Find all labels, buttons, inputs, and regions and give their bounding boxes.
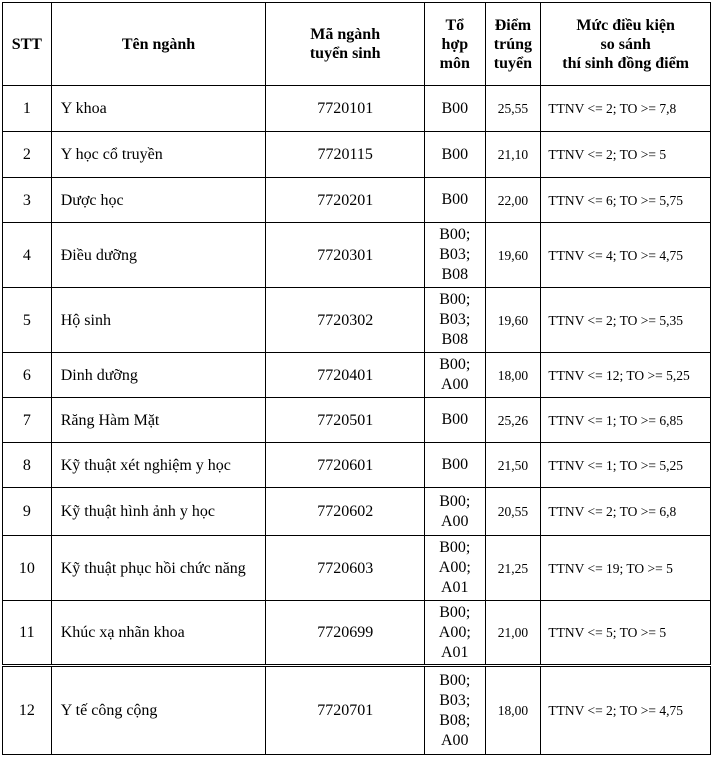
score-cell: 21,25	[485, 536, 541, 601]
tiebreak-condition-cell: TTNV <= 2; TO >= 7,8	[541, 86, 711, 132]
stt-cell: 10	[3, 536, 52, 601]
subject-combo: B00;	[439, 603, 471, 621]
header-combo-line: hợp	[441, 35, 469, 53]
subject-combo: B08	[441, 331, 469, 348]
subject-combo-cell	[425, 86, 485, 132]
stt-cell: 12	[3, 666, 52, 755]
header-code-line: Mã ngành	[310, 26, 381, 43]
header-combo-line: Tổ	[445, 16, 465, 34]
tiebreak-condition-cell: TTNV <= 2; TO >= 5	[541, 132, 711, 178]
tiebreak-condition-cell: TTNV <= 2; TO >= 6,8	[541, 488, 711, 536]
program-name-cell: Y học cổ truyền	[51, 132, 266, 178]
header-cond-line: so sánh	[600, 35, 651, 53]
program-code-cell: 7720601	[266, 443, 425, 488]
stt-cell: 6	[3, 353, 52, 398]
subject-combo: B00;	[439, 291, 471, 308]
subject-combo-cell	[425, 488, 485, 536]
stt-cell: 5	[3, 288, 52, 353]
table-row	[3, 666, 711, 755]
admission-score-table	[2, 2, 711, 755]
subject-combo: B00	[441, 191, 469, 208]
stt-cell: 8	[3, 443, 52, 488]
table-row	[3, 353, 711, 398]
tiebreak-condition-cell: TTNV <= 5; TO >= 5	[541, 601, 711, 666]
subject-combo-cell	[425, 601, 485, 666]
header-score-line: tuyển	[493, 54, 533, 72]
subject-combo: A01	[441, 643, 469, 661]
table-row	[3, 86, 711, 132]
subject-combo-cell	[425, 666, 485, 755]
subject-combo-cell	[425, 178, 485, 223]
header-score-line: Điểm	[494, 16, 532, 34]
subject-combo: B00	[441, 456, 469, 473]
score-cell: 18,00	[485, 666, 541, 755]
subject-combo: B03;	[439, 691, 471, 709]
program-name-cell: Dinh dưỡng	[51, 353, 266, 398]
score-cell: 21,50	[485, 443, 541, 488]
score-cell: 25,55	[485, 86, 541, 132]
tiebreak-condition-cell: TTNV <= 19; TO >= 5	[541, 536, 711, 601]
table-body	[3, 86, 711, 755]
header-cond-line: thí sinh đồng điểm	[562, 54, 690, 72]
subject-combo: A00	[441, 376, 469, 393]
score-cell: 19,60	[485, 223, 541, 288]
table-row	[3, 178, 711, 223]
header-combo	[425, 3, 485, 86]
score-cell: 18,00	[485, 353, 541, 398]
subject-combo: B08	[441, 266, 469, 283]
stt-cell: 3	[3, 178, 52, 223]
program-name-cell: Kỹ thuật phục hồi chức năng	[51, 536, 266, 601]
table-row	[3, 601, 711, 666]
header-row	[3, 3, 711, 86]
program-code-cell: 7720699	[266, 601, 425, 666]
header-stt: STT	[3, 3, 52, 86]
subject-combo-cell	[425, 536, 485, 601]
table-row	[3, 223, 711, 288]
stt-cell: 7	[3, 398, 52, 443]
program-name-cell: Dược học	[51, 178, 266, 223]
subject-combo: A01	[441, 579, 469, 596]
score-cell: 20,55	[485, 488, 541, 536]
header-cond-line: Mức điều kiện	[576, 16, 675, 34]
table-row	[3, 132, 711, 178]
subject-combo: B00;	[439, 356, 471, 373]
subject-combo-cell	[425, 223, 485, 288]
tiebreak-condition-cell: TTNV <= 2; TO >= 4,75	[541, 666, 711, 755]
program-code-cell: 7720101	[266, 86, 425, 132]
subject-combo: B08;	[439, 711, 471, 729]
tiebreak-condition-cell: TTNV <= 4; TO >= 4,75	[541, 223, 711, 288]
program-name-cell: Hộ sinh	[51, 288, 266, 353]
header-code-line: tuyển sinh	[309, 45, 381, 62]
subject-combo: B00;	[439, 492, 471, 510]
program-code-cell: 7720201	[266, 178, 425, 223]
subject-combo: B00;	[439, 671, 471, 689]
score-cell: 22,00	[485, 178, 541, 223]
stt-cell: 9	[3, 488, 52, 536]
program-name-cell: Y tế công cộng	[51, 666, 266, 755]
tiebreak-condition-cell: TTNV <= 6; TO >= 5,75	[541, 178, 711, 223]
program-code-cell: 7720701	[266, 666, 425, 755]
program-code-cell: 7720401	[266, 353, 425, 398]
program-code-cell: 7720602	[266, 488, 425, 536]
subject-combo-cell	[425, 398, 485, 443]
score-cell: 21,10	[485, 132, 541, 178]
subject-combo-cell	[425, 443, 485, 488]
tiebreak-condition-cell: TTNV <= 12; TO >= 5,25	[541, 353, 711, 398]
subject-combo: B03;	[439, 246, 471, 263]
subject-combo: B00;	[439, 226, 471, 243]
score-cell: 19,60	[485, 288, 541, 353]
program-code-cell: 7720301	[266, 223, 425, 288]
header-combo-line: môn	[439, 54, 470, 72]
program-name-cell: Kỹ thuật xét nghiệm y học	[51, 443, 266, 488]
stt-cell: 4	[3, 223, 52, 288]
tiebreak-condition-cell: TTNV <= 2; TO >= 5,35	[541, 288, 711, 353]
subject-combo: B03;	[439, 311, 471, 328]
program-code-cell: 7720501	[266, 398, 425, 443]
subject-combo-cell	[425, 353, 485, 398]
table-row	[3, 536, 711, 601]
table-row	[3, 443, 711, 488]
program-name-cell: Răng Hàm Mặt	[51, 398, 266, 443]
tiebreak-condition-cell: TTNV <= 1; TO >= 6,85	[541, 398, 711, 443]
subject-combo: B00	[441, 99, 469, 117]
subject-combo-cell	[425, 132, 485, 178]
table-row	[3, 398, 711, 443]
header-cond	[541, 3, 711, 86]
header-score-line: trúng	[493, 35, 533, 53]
subject-combo: A00	[441, 731, 469, 749]
header-code	[266, 3, 425, 86]
subject-combo: A00;	[438, 623, 471, 641]
subject-combo: A00;	[438, 559, 471, 576]
program-name-cell: Khúc xạ nhãn khoa	[51, 601, 266, 666]
score-cell: 25,26	[485, 398, 541, 443]
header-name: Tên ngành	[51, 3, 266, 86]
table-row	[3, 288, 711, 353]
score-cell: 21,00	[485, 601, 541, 666]
program-code-cell: 7720302	[266, 288, 425, 353]
table-row	[3, 488, 711, 536]
subject-combo: A00	[441, 512, 469, 530]
stt-cell: 11	[3, 601, 52, 666]
program-name-cell: Y khoa	[51, 86, 266, 132]
program-name-cell: Điều dưỡng	[51, 223, 266, 288]
stt-cell: 1	[3, 86, 52, 132]
subject-combo-cell	[425, 288, 485, 353]
subject-combo: B00	[441, 145, 469, 163]
header-score	[485, 3, 541, 86]
stt-cell: 2	[3, 132, 52, 178]
program-name-cell: Kỹ thuật hình ảnh y học	[51, 488, 266, 536]
tiebreak-condition-cell: TTNV <= 1; TO >= 5,25	[541, 443, 711, 488]
subject-combo: B00;	[439, 539, 471, 556]
subject-combo: B00	[441, 411, 469, 428]
program-code-cell: 7720603	[266, 536, 425, 601]
program-code-cell: 7720115	[266, 132, 425, 178]
